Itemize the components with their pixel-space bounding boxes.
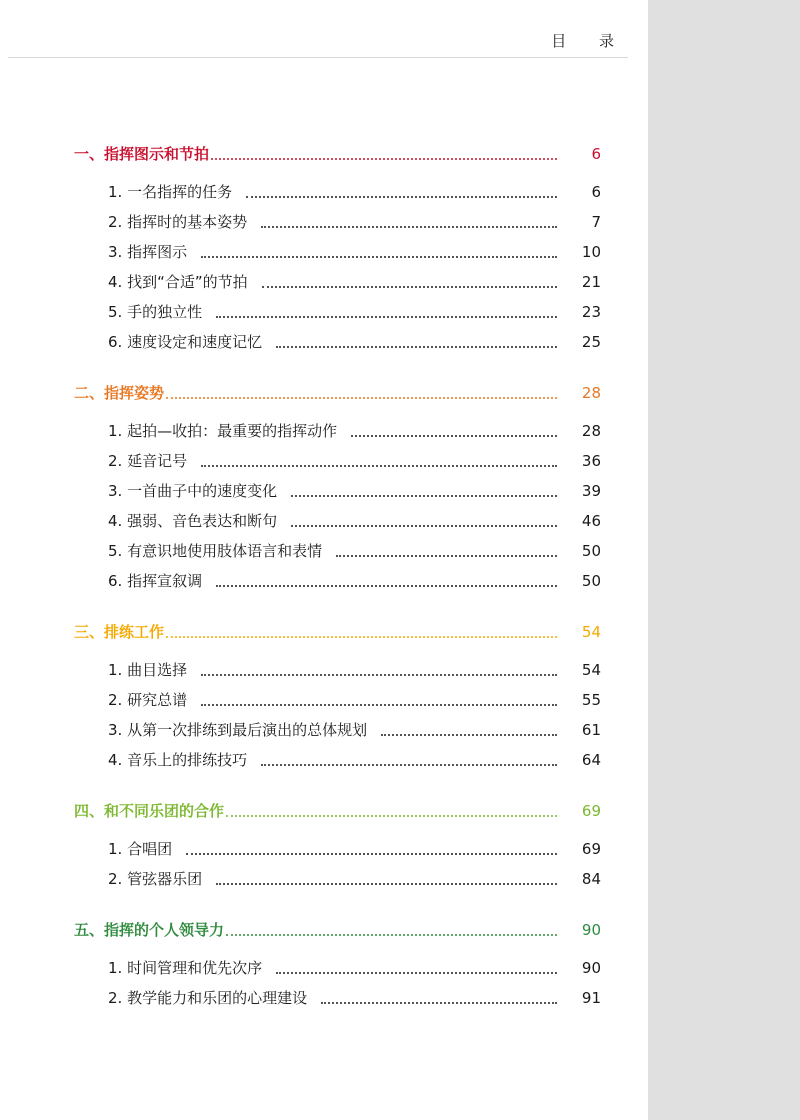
toc-entry[interactable] bbox=[0, 680, 648, 710]
entry-page-number: 61 bbox=[581, 721, 601, 739]
toc-entry[interactable] bbox=[0, 441, 648, 471]
dot-leader bbox=[216, 883, 557, 885]
chapter-page-number: 90 bbox=[581, 921, 601, 939]
dot-leader bbox=[246, 196, 557, 198]
chapter-title: 一、指挥图示和节拍 bbox=[74, 145, 210, 163]
toc-entry[interactable] bbox=[0, 322, 648, 352]
entry-page-number: 36 bbox=[581, 452, 601, 470]
chapter-title: 三、排练工作 bbox=[74, 623, 165, 641]
chapter-title: 四、和不同乐团的合作 bbox=[74, 802, 225, 820]
dot-leader bbox=[216, 316, 557, 318]
dot-leader bbox=[186, 853, 557, 855]
dot-leader bbox=[201, 256, 557, 258]
dot-leader bbox=[321, 1002, 557, 1004]
entry-title: 2. 研究总谱 bbox=[108, 691, 188, 709]
toc-entry[interactable] bbox=[0, 561, 648, 591]
entry-title: 6. 指挥宣叙调 bbox=[108, 572, 203, 590]
entry-title: 5. 有意识地使用肢体语言和表情 bbox=[108, 542, 323, 560]
chapter-3 bbox=[0, 618, 648, 770]
dot-leader bbox=[211, 158, 557, 160]
dot-leader bbox=[276, 972, 557, 974]
entry-title: 2. 指挥时的基本姿势 bbox=[108, 213, 248, 231]
entry-page-number: 84 bbox=[581, 870, 601, 888]
chapter-page-number: 69 bbox=[581, 802, 601, 820]
toc-entry[interactable] bbox=[0, 471, 648, 501]
chapter-heading[interactable] bbox=[0, 618, 648, 642]
chapter-page-number: 54 bbox=[581, 623, 601, 641]
chapter-page-number: 6 bbox=[591, 145, 601, 163]
toc-entry[interactable] bbox=[0, 262, 648, 292]
dot-leader bbox=[166, 636, 557, 638]
entry-page-number: 50 bbox=[581, 542, 601, 560]
entry-title: 4. 音乐上的排练技巧 bbox=[108, 751, 248, 769]
toc-entry[interactable] bbox=[0, 531, 648, 561]
dot-leader bbox=[276, 346, 557, 348]
toc-entry[interactable] bbox=[0, 948, 648, 978]
toc-entry[interactable] bbox=[0, 740, 648, 770]
dot-leader bbox=[291, 495, 557, 497]
dot-leader bbox=[261, 764, 557, 766]
entry-page-number: 7 bbox=[591, 213, 601, 231]
entry-title: 1. 一名指挥的任务 bbox=[108, 183, 233, 201]
chapter-5 bbox=[0, 916, 648, 1008]
dot-leader bbox=[381, 734, 557, 736]
chapter-heading[interactable] bbox=[0, 916, 648, 940]
chapter-title: 二、指挥姿势 bbox=[74, 384, 165, 402]
toc-entry[interactable] bbox=[0, 859, 648, 889]
entry-title: 3. 一首曲子中的速度变化 bbox=[108, 482, 278, 500]
entry-page-number: 64 bbox=[581, 751, 601, 769]
entry-page-number: 25 bbox=[581, 333, 601, 351]
entry-title: 5. 手的独立性 bbox=[108, 303, 203, 321]
chapter-title: 五、指挥的个人领导力 bbox=[74, 921, 225, 939]
dot-leader bbox=[201, 465, 557, 467]
toc-entry[interactable] bbox=[0, 292, 648, 322]
entry-title: 6. 速度设定和速度记忆 bbox=[108, 333, 263, 351]
entry-title: 4. 找到“合适”的节拍 bbox=[108, 273, 248, 291]
entry-page-number: 39 bbox=[581, 482, 601, 500]
side-margin-band bbox=[648, 0, 800, 1120]
chapter-1 bbox=[0, 140, 648, 352]
entry-page-number: 46 bbox=[581, 512, 601, 530]
entry-page-number: 50 bbox=[581, 572, 601, 590]
table-of-contents bbox=[0, 140, 648, 1035]
dot-leader bbox=[261, 226, 557, 228]
dot-leader bbox=[351, 435, 557, 437]
entry-title: 3. 指挥图示 bbox=[108, 243, 188, 261]
entry-page-number: 28 bbox=[581, 422, 601, 440]
entry-title: 1. 起拍—收拍：最重要的指挥动作 bbox=[108, 422, 338, 440]
dot-leader bbox=[216, 585, 557, 587]
toc-entry[interactable] bbox=[0, 232, 648, 262]
chapter-2 bbox=[0, 379, 648, 591]
entry-title: 1. 时间管理和优先次序 bbox=[108, 959, 263, 977]
entry-page-number: 23 bbox=[581, 303, 601, 321]
toc-entry[interactable] bbox=[0, 202, 648, 232]
page-header-title: 目 录 bbox=[551, 32, 628, 50]
entry-title: 2. 延音记号 bbox=[108, 452, 188, 470]
dot-leader bbox=[226, 934, 557, 936]
header-divider bbox=[8, 57, 628, 58]
toc-entry[interactable] bbox=[0, 829, 648, 859]
chapter-page-number: 28 bbox=[581, 384, 601, 402]
dot-leader bbox=[291, 525, 557, 527]
entry-page-number: 55 bbox=[581, 691, 601, 709]
dot-leader bbox=[166, 397, 557, 399]
toc-entry[interactable] bbox=[0, 501, 648, 531]
entry-page-number: 54 bbox=[581, 661, 601, 679]
toc-entry[interactable] bbox=[0, 650, 648, 680]
entry-title: 1. 曲目选择 bbox=[108, 661, 188, 679]
entry-page-number: 6 bbox=[591, 183, 601, 201]
entry-page-number: 69 bbox=[581, 840, 601, 858]
toc-entry[interactable] bbox=[0, 411, 648, 441]
entry-title: 2. 教学能力和乐团的心理建设 bbox=[108, 989, 308, 1007]
dot-leader bbox=[201, 704, 557, 706]
entry-title: 2. 管弦器乐团 bbox=[108, 870, 203, 888]
toc-entry[interactable] bbox=[0, 978, 648, 1008]
entry-title: 3. 从第一次排练到最后演出的总体规划 bbox=[108, 721, 368, 739]
entry-page-number: 91 bbox=[581, 989, 601, 1007]
chapter-heading[interactable] bbox=[0, 797, 648, 821]
dot-leader bbox=[201, 674, 557, 676]
entry-page-number: 21 bbox=[581, 273, 601, 291]
entry-title: 4. 强弱、音色表达和断句 bbox=[108, 512, 278, 530]
entry-page-number: 10 bbox=[581, 243, 601, 261]
entry-page-number: 90 bbox=[581, 959, 601, 977]
dot-leader bbox=[336, 555, 557, 557]
toc-entry[interactable] bbox=[0, 710, 648, 740]
dot-leader bbox=[226, 815, 557, 817]
toc-entry[interactable] bbox=[0, 172, 648, 202]
chapter-4 bbox=[0, 797, 648, 889]
chapter-heading[interactable] bbox=[0, 140, 648, 164]
chapter-heading[interactable] bbox=[0, 379, 648, 403]
dot-leader bbox=[262, 286, 557, 288]
entry-title: 1. 合唱团 bbox=[108, 840, 173, 858]
